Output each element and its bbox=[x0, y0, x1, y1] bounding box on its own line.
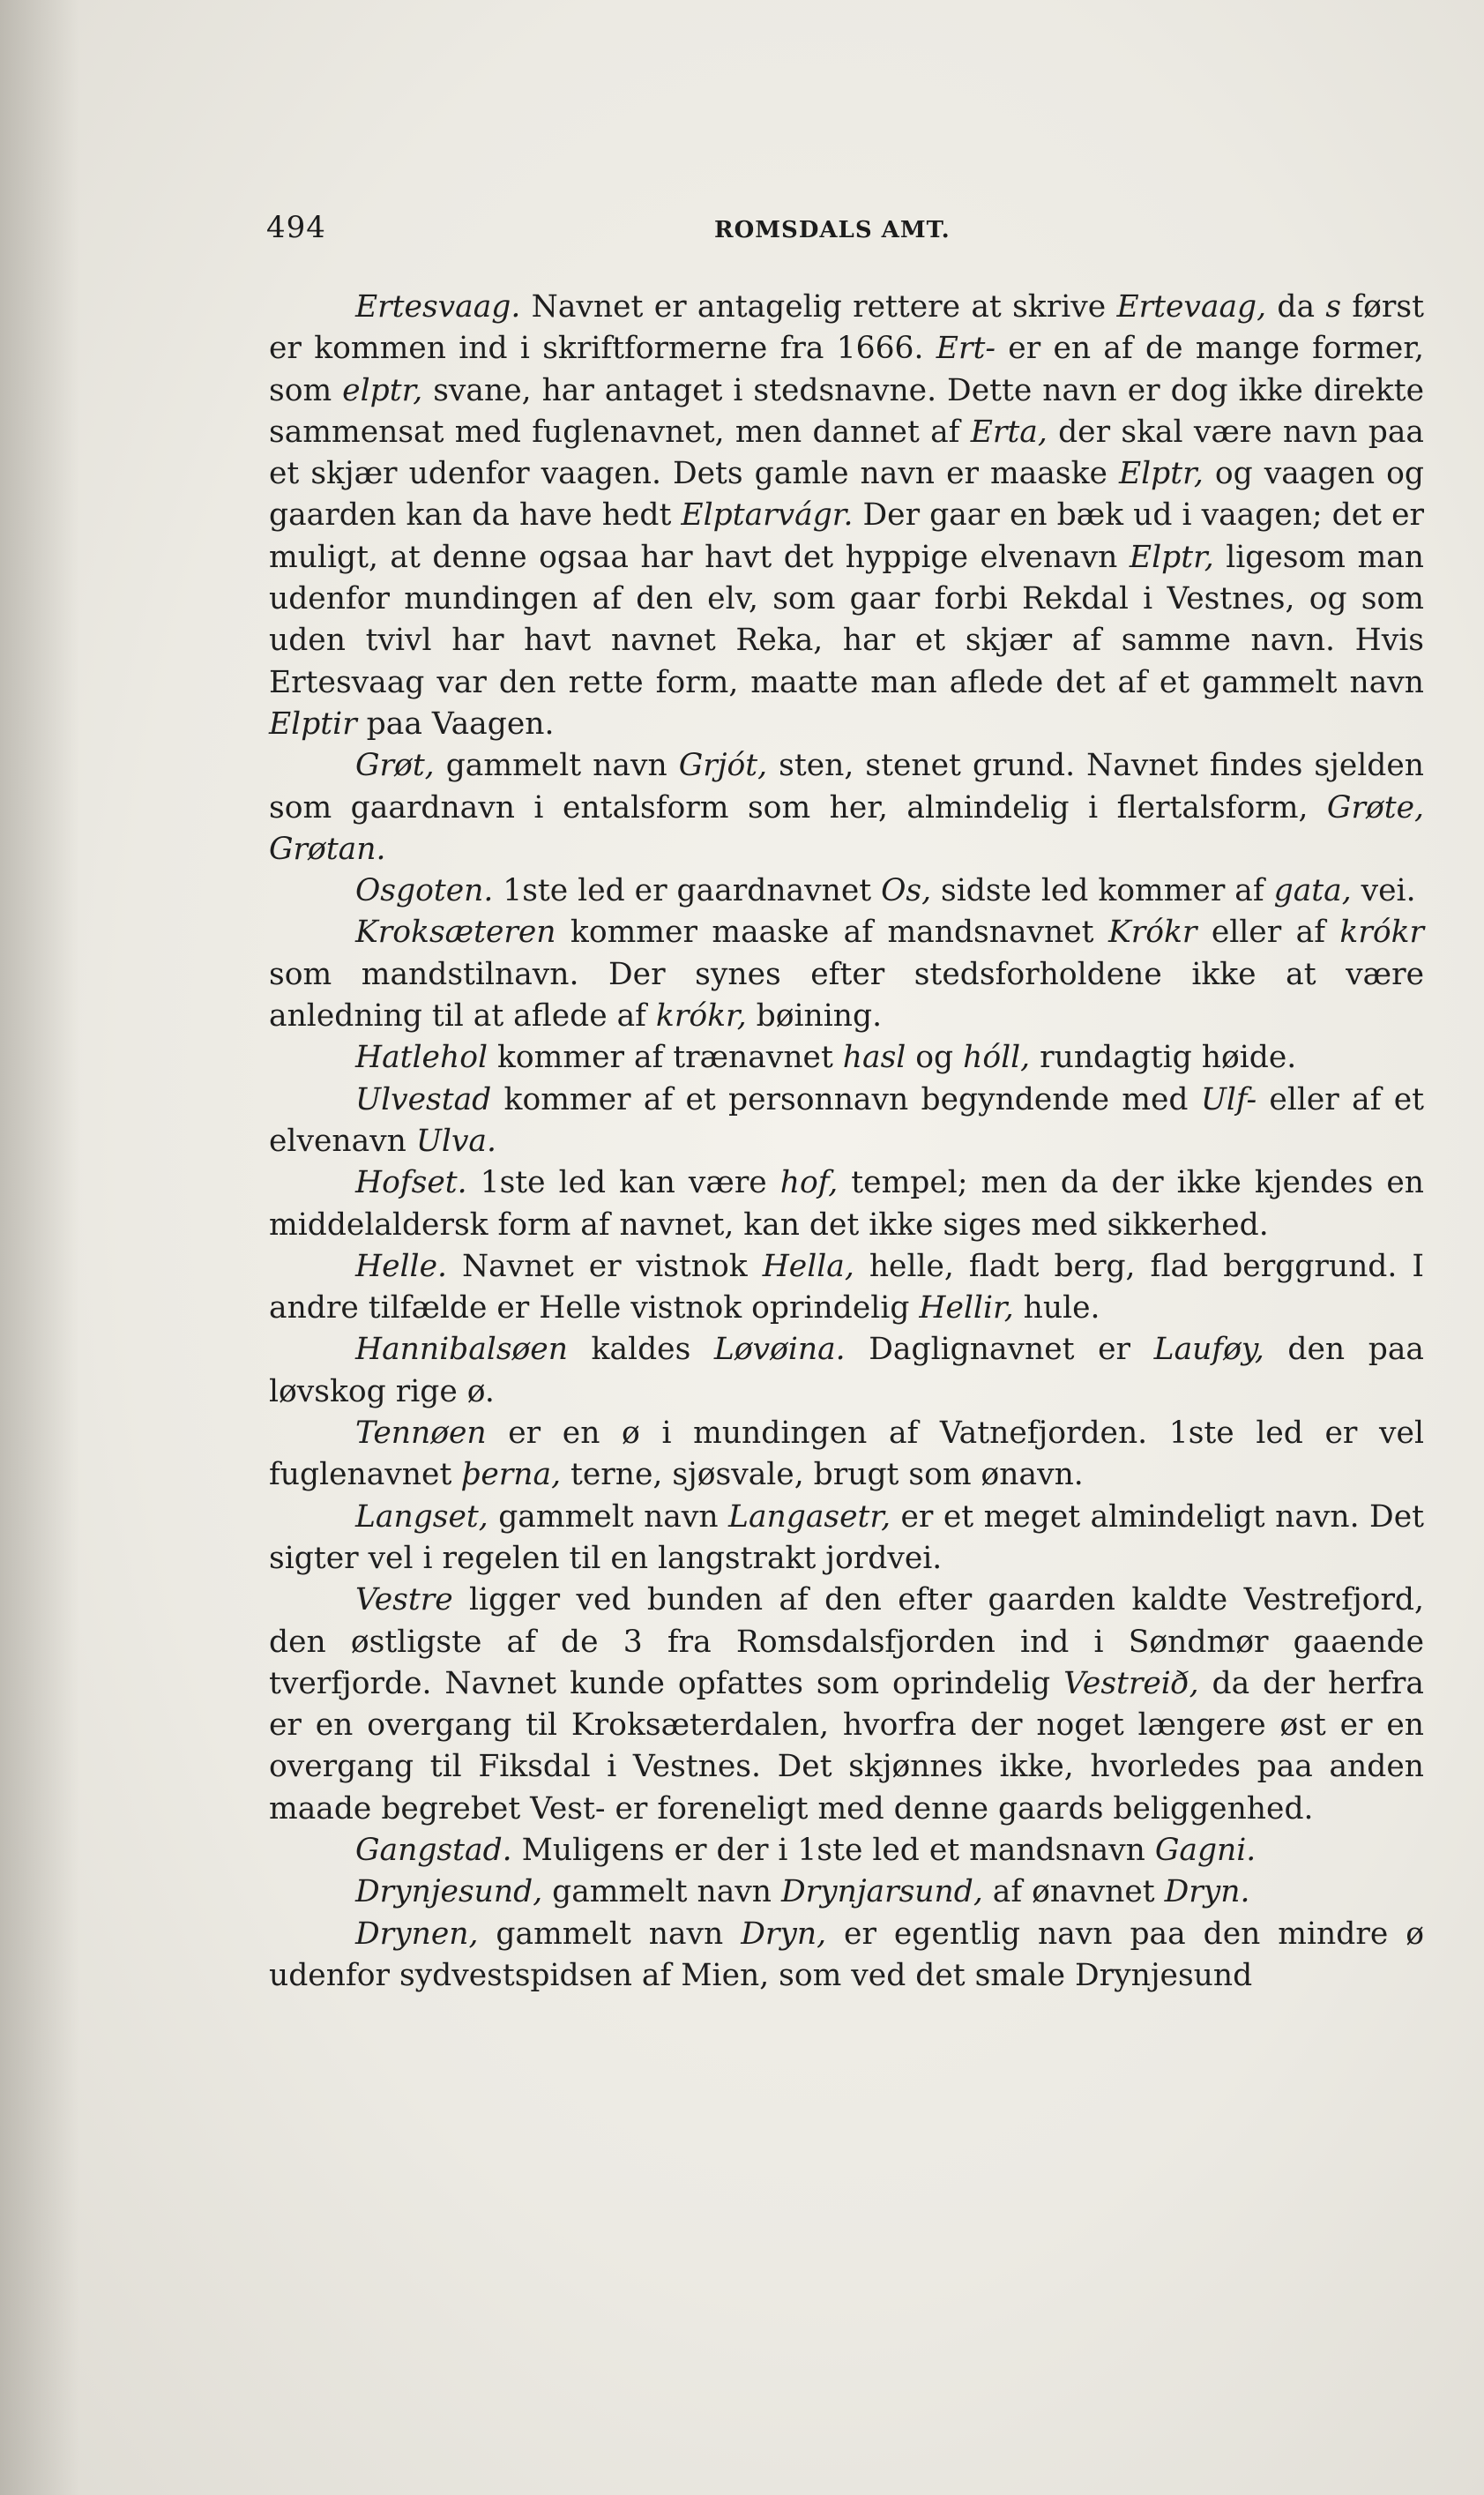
text-run: gammelt navn bbox=[488, 1498, 729, 1535]
italic-term: Løvøina. bbox=[713, 1332, 846, 1368]
text-run: sten, stenet grund. Navnet findes sjelden som gaardnavn i entalsform som her, almindelig i flertalsform, bbox=[269, 748, 1424, 825]
text-run: hule. bbox=[1013, 1290, 1100, 1326]
italic-term: Drynjarsund, bbox=[780, 1874, 983, 1910]
italic-term: Ert- bbox=[936, 331, 996, 367]
italic-term: Grjót, bbox=[678, 748, 768, 784]
italic-term: Dryn, bbox=[741, 1916, 827, 1952]
text-run: terne, sjøsvale, brugt som ønavn. bbox=[561, 1457, 1084, 1493]
italic-term: hof, bbox=[779, 1165, 839, 1201]
italic-term: Ulva. bbox=[415, 1123, 496, 1159]
italic-term: Langset, bbox=[355, 1498, 488, 1535]
text-run: da bbox=[1266, 289, 1326, 325]
text-run: kaldes bbox=[567, 1332, 714, 1368]
italic-term: Ulf- bbox=[1200, 1081, 1257, 1117]
page-header bbox=[266, 210, 1413, 254]
italic-term: s bbox=[1325, 289, 1342, 325]
text-run: kommer af trænavnet bbox=[488, 1040, 843, 1076]
text-run: eller af et elvenavn bbox=[269, 1081, 1424, 1159]
italic-term: gata, bbox=[1273, 873, 1352, 909]
italic-term: Vestreið, bbox=[1063, 1665, 1199, 1701]
text-run: af ønavnet bbox=[982, 1874, 1165, 1910]
italic-term: Hannibalsøen bbox=[355, 1332, 568, 1368]
italic-term: Vestre bbox=[355, 1582, 453, 1618]
text-run: sidste led kommer af bbox=[931, 873, 1274, 909]
paragraph bbox=[269, 1497, 1424, 1580]
paragraph bbox=[269, 1914, 1424, 1998]
italic-term: Hellir, bbox=[919, 1290, 1014, 1326]
text-run: helle, fladt berg, flad berggrund. I andre tilfælde er Helle vistnok oprindelig bbox=[269, 1248, 1424, 1326]
text-run: ligesom man udenfor mundingen af den elv, som gaar forbi Rekdal i Vestnes, og som uden tvivl har havt navnet Reka, har et skjær af samme navn. Hvis Ertesvaag var den rette form, maatte man aflede det af et gammelt navn bbox=[269, 539, 1424, 700]
italic-term: Dryn. bbox=[1164, 1874, 1250, 1910]
italic-term: Ulvestad bbox=[355, 1081, 492, 1117]
italic-term: Elptir bbox=[269, 706, 357, 742]
text-run: ligger ved bunden af den efter gaarden kaldte Vestrefjord, den østligste af de 3 fra Romsdalsfjorden ind i Søndmør gaaende tverfjorde. Navnet kunde opfattes som oprindelig bbox=[269, 1582, 1424, 1701]
text-run: svane, har antaget i stedsnavne. Dette navn er dog ikke direkte sammensat med fuglenavnet, men dannet af bbox=[269, 372, 1424, 450]
text-run: eller af bbox=[1197, 915, 1340, 951]
italic-term: Kroksæteren bbox=[355, 915, 556, 951]
text-run: der skal være navn paa et skjær udenfor vaagen. Dets gamle navn er maaske bbox=[269, 414, 1424, 492]
text-run: bøining. bbox=[746, 998, 883, 1035]
italic-term: Gangstad. bbox=[355, 1832, 512, 1868]
italic-term: Grøt, bbox=[355, 748, 435, 784]
italic-term: þerna, bbox=[461, 1457, 562, 1493]
text-run: gammelt navn bbox=[434, 748, 679, 784]
text-run: og vaagen og gaarden kan da have hedt bbox=[269, 456, 1424, 534]
italic-term: Tennøen bbox=[355, 1416, 487, 1452]
text-run: er en af de mange former, som bbox=[269, 331, 1424, 408]
text-run: gammelt navn bbox=[542, 1874, 781, 1910]
paragraph bbox=[269, 1830, 1424, 1871]
paragraph bbox=[269, 1079, 1424, 1163]
text-run: den paa løvskog rige ø. bbox=[269, 1332, 1424, 1409]
paragraph bbox=[269, 1580, 1424, 1830]
italic-term: Hofset. bbox=[355, 1165, 467, 1201]
paragraph bbox=[269, 287, 1424, 745]
italic-term: Gagni. bbox=[1154, 1832, 1257, 1868]
paragraph bbox=[269, 1871, 1424, 1913]
text-run: da der herfra er en overgang til Kroksæterdalen, hvorfra der noget længere øst er en overgang til Fiksdal i Vestnes. Det skjønnes ikke, hvorledes paa anden maade begrebet Vest- er foreneligt med denne gaards beliggenhed. bbox=[269, 1665, 1424, 1826]
italic-term: hóll, bbox=[963, 1040, 1031, 1076]
paragraph bbox=[269, 1162, 1424, 1246]
paragraph bbox=[269, 1037, 1424, 1079]
text-run: Daglignavnet er bbox=[845, 1332, 1154, 1368]
text-run: er en ø i mundingen af Vatnefjorden. 1ste led er vel fuglenavnet bbox=[269, 1416, 1424, 1493]
italic-term: Os, bbox=[881, 873, 932, 909]
text-run: som mandstilnavn. Der synes efter stedsforholdene ikke at være anledning til at aflede af bbox=[269, 956, 1424, 1035]
italic-term: krókr, bbox=[655, 998, 747, 1035]
text-run: 1ste led er gaardnavnet bbox=[493, 873, 882, 909]
italic-term: Erta, bbox=[970, 414, 1048, 450]
text-run: gammelt navn bbox=[478, 1916, 742, 1952]
italic-term: Drynjesund, bbox=[355, 1874, 543, 1910]
paragraph bbox=[269, 912, 1424, 1037]
italic-term: Hatlehol bbox=[355, 1040, 488, 1076]
text-run: kommer af et personnavn begyndende med bbox=[491, 1081, 1201, 1117]
text-run: Navnet er antagelig rettere at skrive bbox=[520, 289, 1117, 325]
italic-term: Hella, bbox=[762, 1248, 854, 1284]
page-number: 494 bbox=[266, 210, 326, 245]
italic-term: Grøte, Grøtan. bbox=[269, 789, 1424, 867]
text-run: er et meget almindeligt navn. Det sigter vel i regelen til en langstrakt jordvei. bbox=[269, 1498, 1424, 1576]
italic-term: Elptr, bbox=[1118, 456, 1204, 492]
text-run: vei. bbox=[1351, 873, 1416, 909]
italic-term: Lauføy, bbox=[1153, 1332, 1264, 1368]
italic-term: Drynen, bbox=[355, 1916, 479, 1952]
text-run: og bbox=[906, 1040, 964, 1076]
text-run: Navnet er vistnok bbox=[446, 1248, 763, 1284]
italic-term: hasl bbox=[842, 1040, 906, 1076]
text-run: Muligens er der i 1ste led et mandsnavn bbox=[511, 1832, 1155, 1868]
italic-term: Elptr, bbox=[1129, 539, 1214, 575]
body-text bbox=[269, 287, 1424, 1997]
text-run: Der gaar en bæk ud i vaagen; det er muligt, at denne ogsaa har havt det hyppige elvenavn bbox=[269, 497, 1424, 575]
paragraph bbox=[269, 870, 1424, 912]
text-run: er egentlig navn paa den mindre ø udenfor sydvestspidsen af Mien, som ved det smale Drynjesund bbox=[269, 1916, 1424, 1993]
italic-term: Ertevaag, bbox=[1116, 289, 1267, 325]
paragraph bbox=[269, 1413, 1424, 1497]
paragraph bbox=[269, 1329, 1424, 1413]
italic-term: Ertesvaag. bbox=[355, 289, 521, 325]
text-run: paa Vaagen. bbox=[356, 706, 555, 742]
text-run: først er kommen ind i skriftformerne fra 1666. bbox=[269, 289, 1424, 367]
italic-term: Osgoten. bbox=[355, 873, 494, 909]
text-run: rundagtig høide. bbox=[1030, 1040, 1297, 1076]
text-run: 1ste led kan være bbox=[466, 1165, 780, 1201]
italic-term: Helle. bbox=[355, 1248, 447, 1284]
text-run: kommer maaske af mandsnavnet bbox=[556, 915, 1108, 951]
italic-term: Langasetr, bbox=[728, 1498, 891, 1535]
italic-term: krókr bbox=[1339, 915, 1424, 951]
paragraph bbox=[269, 1246, 1424, 1330]
paragraph bbox=[269, 745, 1424, 870]
italic-term: elptr, bbox=[342, 372, 423, 408]
text-run: tempel; men da der ikke kjendes en middelaldersk form af navnet, kan det ikke siges med sikkerhed. bbox=[269, 1165, 1425, 1243]
running-head: ROMSDALS AMT. bbox=[714, 217, 951, 243]
italic-term: Krókr bbox=[1107, 915, 1197, 951]
italic-term: Elptarvágr. bbox=[681, 497, 854, 534]
